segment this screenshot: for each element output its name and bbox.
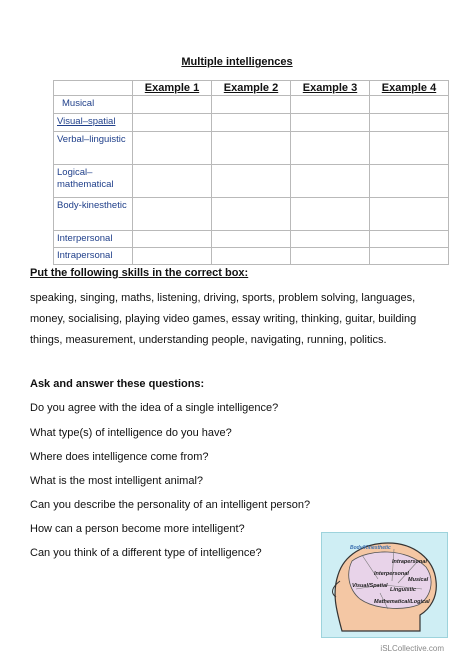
brain-label: Linguistic — [390, 587, 416, 593]
question-item: Where does intelligence come from? — [30, 451, 209, 463]
question-item: What is the most intelligent animal? — [30, 475, 204, 487]
table-row — [54, 114, 449, 132]
table-cell[interactable] — [212, 248, 291, 265]
table-cell[interactable] — [370, 165, 449, 198]
table-cell[interactable] — [212, 165, 291, 198]
table-row — [54, 132, 449, 165]
table-header-row — [54, 81, 449, 96]
question-item: What type(s) of intelligence do you have? — [30, 427, 232, 439]
skills-heading: Put the following skills in the correct box: — [30, 267, 249, 279]
table-cell[interactable] — [370, 96, 449, 114]
header-example-1: Example 1 — [133, 81, 212, 96]
worksheet-title: Multiple intelligences — [181, 56, 293, 68]
question-item: Can you think of a different type of intelligence? — [30, 547, 262, 559]
table-cell[interactable] — [291, 96, 370, 114]
table-row — [54, 248, 449, 265]
table-cell[interactable] — [291, 132, 370, 165]
skills-list: speaking, singing, maths, listening, driving, sports, problem solving, languages, money, socialising, playing video games, essay writing, thinking, guitar, building things, measurement, understanding people, navigating, running, politics. — [30, 292, 417, 346]
row-label-interpersonal: Interpersonal — [54, 231, 133, 248]
table-row — [54, 96, 449, 114]
site-watermark: iSLCollective.com — [380, 644, 444, 653]
row-label-logical-mathematical: Logical–mathematical — [54, 165, 133, 198]
brain-label: Body/Kinesthetic — [350, 545, 391, 551]
table-cell[interactable] — [133, 165, 212, 198]
brain-label: Mathematical/Logical — [374, 599, 430, 605]
table-cell[interactable] — [370, 114, 449, 132]
table-cell[interactable] — [370, 231, 449, 248]
table-cell[interactable] — [133, 96, 212, 114]
brain-head-illustration — [322, 533, 447, 637]
intelligences-table — [53, 80, 449, 265]
table-cell[interactable] — [370, 248, 449, 265]
table-cell[interactable] — [212, 231, 291, 248]
table-row — [54, 231, 449, 248]
table-cell[interactable] — [370, 198, 449, 231]
table-cell[interactable] — [370, 132, 449, 165]
brain-label: Interpersonal — [374, 571, 409, 577]
table-cell[interactable] — [291, 198, 370, 231]
row-label-verbal-linguistic: Verbal–linguistic — [54, 132, 133, 165]
table-cell[interactable] — [291, 165, 370, 198]
table-row — [54, 198, 449, 231]
table-cell[interactable] — [291, 248, 370, 265]
table-cell[interactable] — [212, 198, 291, 231]
row-label-body-kinesthetic: Body-kinesthetic — [54, 198, 133, 231]
header-example-4: Example 4 — [370, 81, 449, 96]
table-cell[interactable] — [291, 114, 370, 132]
brain-label: Visual/Spatial — [352, 583, 388, 589]
table-cell[interactable] — [133, 198, 212, 231]
table-cell[interactable] — [291, 231, 370, 248]
header-example-2: Example 2 — [212, 81, 291, 96]
brain-diagram-image — [321, 532, 448, 638]
table-cell[interactable] — [133, 132, 212, 165]
table-corner-cell — [54, 81, 133, 96]
row-label-musical: Musical — [54, 96, 133, 114]
row-label-intrapersonal: Intrapersonal — [54, 248, 133, 265]
question-item: How can a person become more intelligent? — [30, 523, 245, 535]
header-example-3: Example 3 — [291, 81, 370, 96]
table-cell[interactable] — [212, 96, 291, 114]
table-cell[interactable] — [133, 248, 212, 265]
table-cell[interactable] — [212, 114, 291, 132]
table-cell[interactable] — [133, 231, 212, 248]
brain-label: Intrapersonal — [392, 559, 427, 565]
table-cell[interactable] — [212, 132, 291, 165]
question-item: Can you describe the personality of an intelligent person? — [30, 499, 311, 511]
questions-heading: Ask and answer these questions: — [30, 378, 205, 390]
question-item: Do you agree with the idea of a single intelligence? — [30, 402, 279, 414]
row-label-visual-spatial: Visual–spatial — [54, 114, 133, 132]
brain-label: Musical — [408, 577, 429, 583]
table-cell[interactable] — [133, 114, 212, 132]
table-row — [54, 165, 449, 198]
